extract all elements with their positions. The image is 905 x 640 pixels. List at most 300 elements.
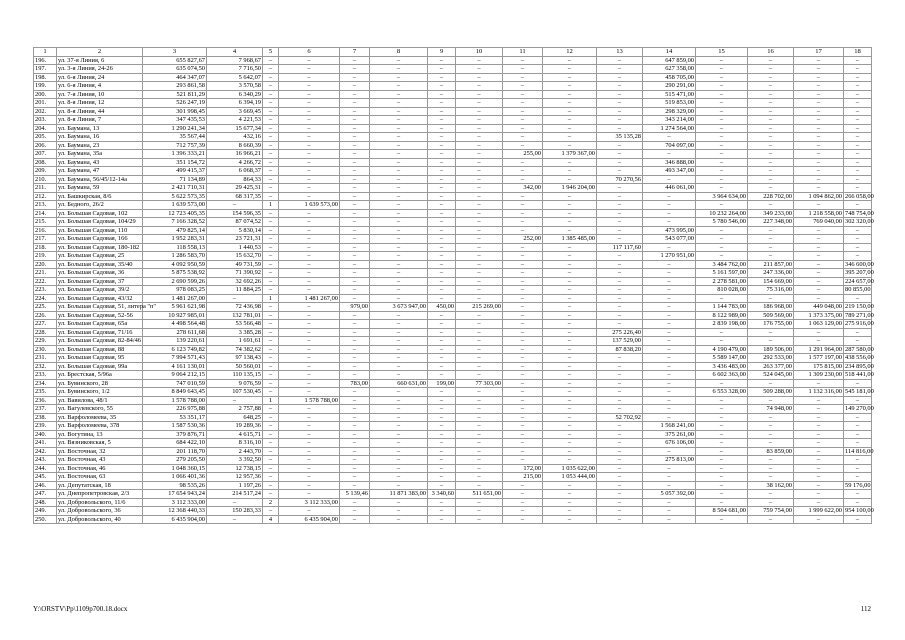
table-cell: 71 390,92 <box>207 269 263 278</box>
table-cell: ул. Баумана, 59 <box>57 184 143 193</box>
table-cell: – <box>503 107 543 116</box>
table-cell: – <box>597 498 643 507</box>
table-cell: ул. 6-я Линия, 4 <box>57 82 143 91</box>
table-cell: – <box>597 218 643 227</box>
table-cell: 3 673 947,00 <box>370 303 428 312</box>
table-cell: – <box>503 73 543 82</box>
table-cell: – <box>794 260 844 269</box>
table-cell: ул. 3-я Линия, 24-26 <box>57 65 143 74</box>
table-cell: – <box>340 422 370 431</box>
table-cell: – <box>263 311 279 320</box>
table-cell: – <box>597 252 643 261</box>
table-cell: – <box>428 422 456 431</box>
table-cell: 204. <box>34 124 57 133</box>
table-cell: 250. <box>34 515 57 524</box>
column-number: 17 <box>794 48 844 57</box>
table-cell: – <box>503 413 543 422</box>
table-cell: – <box>340 371 370 380</box>
table-cell: – <box>428 320 456 329</box>
table-cell: 234. <box>34 379 57 388</box>
table-cell: – <box>370 320 428 329</box>
table-cell: – <box>503 311 543 320</box>
table-cell: ул. Большая Садовая, 82-84/46 <box>58 337 142 344</box>
table-cell: – <box>456 345 503 354</box>
table-cell: – <box>279 413 340 422</box>
table-cell: 676 106,00 <box>643 439 696 448</box>
table-cell: – <box>543 422 597 431</box>
table-cell: 29 425,31 <box>207 184 263 193</box>
table-cell: – <box>503 65 543 74</box>
table-cell: – <box>263 82 279 91</box>
table-cell: – <box>456 439 503 448</box>
table-cell: – <box>844 99 872 108</box>
table-cell: – <box>428 388 456 397</box>
column-number: 9 <box>428 48 456 57</box>
table-row <box>34 116 872 125</box>
table-cell: – <box>696 430 748 439</box>
table-cell: – <box>428 65 456 74</box>
column-number: 4 <box>207 48 263 57</box>
table-cell: 23 721,31 <box>207 235 263 244</box>
table-row <box>34 167 872 176</box>
table-cell: – <box>844 430 872 439</box>
table-cell: 2 443,70 <box>207 447 263 456</box>
table-cell: 205. <box>34 133 57 142</box>
table-cell: – <box>844 124 872 133</box>
table-cell: – <box>428 439 456 448</box>
table-cell: 6 553 328,00 <box>696 388 748 397</box>
table-cell: 227 348,00 <box>748 218 794 227</box>
table-cell: – <box>503 175 543 184</box>
table-cell: 1 270 951,00 <box>643 252 696 261</box>
table-cell: – <box>370 286 428 295</box>
table-cell: – <box>456 515 503 524</box>
table-cell: 2 <box>263 498 279 507</box>
table-cell: 1 053 444,00 <box>543 473 597 482</box>
table-cell: – <box>794 430 844 439</box>
table-cell: – <box>263 218 279 227</box>
table-cell: – <box>794 337 844 346</box>
table-cell: 3 964 634,00 <box>696 192 748 201</box>
table-cell: 1 481 267,00 <box>279 294 340 303</box>
page-number: 112 <box>860 605 871 613</box>
table-cell: 351 154,72 <box>143 158 207 167</box>
table-cell: – <box>696 82 748 91</box>
table-cell: – <box>340 209 370 218</box>
table-cell: – <box>543 337 597 346</box>
table-cell: – <box>456 192 503 201</box>
table-cell: – <box>456 337 503 346</box>
table-cell: – <box>696 328 748 337</box>
table-row <box>34 150 872 159</box>
table-cell: ул. Добровольского, 40 <box>57 515 143 524</box>
table-cell: 6 340,29 <box>207 90 263 99</box>
table-row <box>34 498 872 507</box>
table-cell: – <box>794 141 844 150</box>
table-cell: – <box>748 294 794 303</box>
table-row <box>34 320 872 329</box>
table-cell: 4 <box>263 515 279 524</box>
table-cell: 655 827,67 <box>143 56 207 65</box>
table-cell: 5 139,46 <box>340 490 370 499</box>
table-cell: – <box>543 439 597 448</box>
table-cell: – <box>263 354 279 363</box>
table-cell: 3 570,58 <box>207 82 263 91</box>
table-row <box>34 481 872 490</box>
table-cell: – <box>748 116 794 125</box>
table-cell: – <box>597 422 643 431</box>
table-cell: – <box>456 464 503 473</box>
table-cell: 19 289,36 <box>207 422 263 431</box>
table-cell: 3 669,45 <box>207 107 263 116</box>
table-cell: – <box>543 99 597 108</box>
table-cell: – <box>597 73 643 82</box>
table-cell: 53 351,17 <box>143 413 207 422</box>
table-cell: – <box>279 184 340 193</box>
table-cell: 75 316,00 <box>748 286 794 295</box>
table-cell: ул. Восточная, 63 <box>57 473 143 482</box>
table-cell: – <box>794 277 844 286</box>
table-cell: – <box>456 371 503 380</box>
table-cell: – <box>340 473 370 482</box>
table-row <box>34 124 872 133</box>
table-cell: 132 781,01 <box>207 311 263 320</box>
table-cell: – <box>696 124 748 133</box>
table-cell: – <box>428 354 456 363</box>
table-cell: – <box>696 456 748 465</box>
table-cell: – <box>597 388 643 397</box>
table-cell: ул. Баумана, 47 <box>57 167 143 176</box>
table-cell: 154 596,35 <box>207 209 263 218</box>
table-cell: – <box>543 354 597 363</box>
table-cell: – <box>643 192 696 201</box>
column-number: 16 <box>748 48 794 57</box>
table-cell: – <box>428 167 456 176</box>
table-cell: – <box>456 201 503 210</box>
table-cell: 627 358,00 <box>643 65 696 74</box>
table-cell: – <box>263 286 279 295</box>
table-cell: – <box>844 235 872 244</box>
table-cell: 154 669,00 <box>748 277 794 286</box>
table-cell: 189 506,00 <box>748 345 794 354</box>
table-row <box>34 464 872 473</box>
table-cell: – <box>503 328 543 337</box>
table-cell: – <box>748 90 794 99</box>
table-cell: – <box>279 167 340 176</box>
table-cell: – <box>340 277 370 286</box>
column-number: 11 <box>503 48 543 57</box>
table-cell: 9 064 212,15 <box>143 371 207 380</box>
table-cell: ул. Вагулевского, 55 <box>57 405 143 414</box>
table-cell: – <box>503 515 543 524</box>
table-cell: – <box>696 464 748 473</box>
table-cell: 203. <box>34 116 57 125</box>
table-cell: – <box>207 396 263 405</box>
table-cell: – <box>456 507 503 516</box>
table-cell: – <box>543 243 597 252</box>
table-cell: – <box>456 218 503 227</box>
table-cell: – <box>597 56 643 65</box>
table-cell: – <box>279 447 340 456</box>
table-cell: 208. <box>34 158 57 167</box>
table-cell: 240. <box>34 430 57 439</box>
table-cell: – <box>456 243 503 252</box>
table-cell: 231. <box>34 354 57 363</box>
table-cell: 215. <box>34 218 57 227</box>
table-cell: – <box>844 328 872 337</box>
table-cell: 137 529,00 <box>597 337 643 346</box>
table-row <box>34 371 872 380</box>
table-cell: ул. Башкирская, 8/6 <box>57 192 143 201</box>
table-cell: – <box>279 82 340 91</box>
table-cell: – <box>279 175 340 184</box>
table-cell: 789 271,00 <box>845 311 874 319</box>
table-cell: – <box>503 124 543 133</box>
table-cell: – <box>428 218 456 227</box>
table-cell: – <box>370 107 428 116</box>
table-cell: – <box>279 371 340 380</box>
table-cell: 114 816,00 <box>845 447 874 455</box>
table-cell: – <box>794 107 844 116</box>
column-number-row <box>34 48 872 57</box>
table-cell: – <box>428 456 456 465</box>
table-cell: 1 440,53 <box>207 243 263 252</box>
table-cell: – <box>456 430 503 439</box>
table-cell: – <box>340 56 370 65</box>
table-cell: – <box>263 481 279 490</box>
table-row <box>34 252 872 261</box>
table-cell: 10 927 985,01 <box>143 311 207 320</box>
table-cell: – <box>340 192 370 201</box>
table-cell: – <box>748 175 794 184</box>
table-cell: – <box>263 507 279 516</box>
table-cell: – <box>263 362 279 371</box>
table-cell: – <box>643 269 696 278</box>
table-cell: 110 135,15 <box>207 371 263 380</box>
table-cell: – <box>643 447 696 456</box>
table-cell: – <box>456 226 503 235</box>
table-cell: – <box>543 396 597 405</box>
table-cell: – <box>643 320 696 329</box>
table-cell: – <box>279 226 340 235</box>
table-cell: – <box>456 167 503 176</box>
table-cell: – <box>370 413 428 422</box>
table-cell: 219. <box>34 252 57 261</box>
table-cell: – <box>340 90 370 99</box>
table-cell: 139 220,61 <box>143 337 207 346</box>
table-cell: – <box>597 141 643 150</box>
table-cell: – <box>456 82 503 91</box>
table-cell: – <box>748 464 794 473</box>
table-row <box>34 286 872 295</box>
table-cell: – <box>340 515 370 524</box>
table-cell: – <box>696 252 748 261</box>
table-cell: – <box>279 116 340 125</box>
table-cell: – <box>503 396 543 405</box>
table-cell: – <box>643 311 696 320</box>
table-cell: – <box>543 515 597 524</box>
table-cell: ул. Бувинского, 1/2 <box>57 388 143 397</box>
table-cell: ул. Большая Садовая, 36 <box>57 269 143 278</box>
table-cell: – <box>543 107 597 116</box>
table-cell: 222. <box>34 277 57 286</box>
table-cell: – <box>340 82 370 91</box>
table-cell: ул. 8-я Линия, 12 <box>57 99 143 108</box>
table-cell: – <box>748 252 794 261</box>
table-cell: – <box>543 141 597 150</box>
table-cell: 769 040,00 <box>794 218 844 227</box>
table-cell: 186 968,00 <box>748 303 794 312</box>
table-cell: – <box>794 158 844 167</box>
table-cell: – <box>696 56 748 65</box>
table-row <box>34 235 872 244</box>
table-cell: 347 435,53 <box>143 116 207 125</box>
table-cell: – <box>597 490 643 499</box>
table-cell: 279 205,50 <box>143 456 207 465</box>
table-cell: – <box>543 260 597 269</box>
table-cell: – <box>844 396 872 405</box>
table-cell: – <box>370 371 428 380</box>
table-cell: – <box>503 456 543 465</box>
table-cell: – <box>263 388 279 397</box>
table-cell: 87 838,20 <box>597 345 643 354</box>
table-cell: – <box>543 311 597 320</box>
table-cell: 349 233,00 <box>748 209 794 218</box>
table-cell: 1 132 316,00 <box>794 388 844 397</box>
table-cell: – <box>696 413 748 422</box>
table-cell: 748 754,00 <box>845 209 874 217</box>
table-cell: – <box>340 150 370 159</box>
table-cell: 464 347,07 <box>143 73 207 82</box>
table-cell: 1 218 558,00 <box>794 209 844 218</box>
table-cell: – <box>456 90 503 99</box>
table-cell: – <box>543 481 597 490</box>
table-cell: – <box>794 396 844 405</box>
table-cell: 98 535,26 <box>143 481 207 490</box>
table-cell: – <box>370 388 428 397</box>
table-cell: – <box>597 464 643 473</box>
table-cell: 15 677,34 <box>207 124 263 133</box>
table-cell: – <box>643 379 696 388</box>
table-cell: 6 435 904,00 <box>279 515 340 524</box>
table-cell: – <box>503 218 543 227</box>
table-cell: – <box>340 498 370 507</box>
table-row <box>34 90 872 99</box>
table-cell: – <box>597 235 643 244</box>
table-cell: ул. Восточная, 32 <box>57 447 143 456</box>
table-cell: – <box>643 498 696 507</box>
table-cell: – <box>543 65 597 74</box>
table-cell: – <box>844 133 872 142</box>
table-cell: ул. Добровольского, 11/6 <box>57 498 143 507</box>
table-cell: – <box>340 252 370 261</box>
table-cell: – <box>643 150 696 159</box>
table-cell: 1 952 283,31 <box>143 235 207 244</box>
table-cell: 810 028,00 <box>696 286 748 295</box>
table-cell: – <box>503 201 543 210</box>
table-cell: 438 556,00 <box>845 354 874 361</box>
table-cell: – <box>543 379 597 388</box>
table-cell: – <box>340 116 370 125</box>
table-cell: – <box>597 260 643 269</box>
table-cell: – <box>748 99 794 108</box>
table-cell: – <box>696 379 748 388</box>
table-cell: – <box>263 260 279 269</box>
table-cell: – <box>370 243 428 252</box>
table-cell: 229. <box>34 337 57 346</box>
table-row <box>34 345 872 354</box>
table-cell: – <box>263 345 279 354</box>
table-cell: – <box>844 65 872 74</box>
table-row <box>34 209 872 218</box>
table-cell: 199. <box>34 82 57 91</box>
table-cell: – <box>503 320 543 329</box>
table-cell: 635 074,50 <box>143 65 207 74</box>
table-cell: 206. <box>34 141 57 150</box>
table-cell: 1 999 622,00 <box>794 507 844 516</box>
table-cell: 5 780 546,00 <box>696 218 748 227</box>
table-row <box>34 243 872 252</box>
table-cell: – <box>279 141 340 150</box>
table-cell: 6 394,19 <box>207 99 263 108</box>
table-cell: 212. <box>34 192 57 201</box>
table-cell: 233. <box>34 371 57 380</box>
table-row <box>34 269 872 278</box>
table-cell: – <box>279 90 340 99</box>
table-cell: – <box>643 175 696 184</box>
table-cell: – <box>428 158 456 167</box>
table-cell: – <box>279 320 340 329</box>
table-cell: – <box>340 73 370 82</box>
table-cell: – <box>543 447 597 456</box>
table-cell: – <box>340 464 370 473</box>
table-cell: – <box>370 235 428 244</box>
table-cell: 1 <box>263 201 279 210</box>
table-cell: ул. Вогутина, 13 <box>57 430 143 439</box>
table-cell: 275 916,00 <box>845 320 874 327</box>
table-cell: – <box>696 73 748 82</box>
table-cell: ул. Большая Садовая, 95 <box>57 354 143 363</box>
table-cell: 4 615,71 <box>207 430 263 439</box>
table-cell: – <box>748 133 794 142</box>
table-row <box>34 337 872 346</box>
table-cell: – <box>263 439 279 448</box>
table-cell: ул. Варфоломеева, 35 <box>57 413 143 422</box>
table-cell: – <box>597 354 643 363</box>
table-cell: ул. Баумана, 16 <box>57 133 143 142</box>
table-cell: – <box>428 175 456 184</box>
table-cell: ул. Вавилова, 48/1 <box>57 396 143 405</box>
table-cell: – <box>279 430 340 439</box>
table-cell: – <box>543 209 597 218</box>
table-cell: – <box>643 362 696 371</box>
table-cell: – <box>428 107 456 116</box>
table-cell: – <box>456 447 503 456</box>
table-cell: – <box>794 65 844 74</box>
table-cell: – <box>543 413 597 422</box>
table-cell: 3 436 483,00 <box>696 362 748 371</box>
table-cell: – <box>543 192 597 201</box>
table-row <box>34 141 872 150</box>
table-cell: – <box>263 379 279 388</box>
table-cell: 518 441,00 <box>845 371 874 378</box>
table-cell: – <box>844 184 872 193</box>
table-cell: – <box>643 464 696 473</box>
table-cell: ул. Баумана, 23 <box>57 141 143 150</box>
table-cell: – <box>340 99 370 108</box>
table-cell: – <box>844 90 872 99</box>
table-row <box>34 218 872 227</box>
